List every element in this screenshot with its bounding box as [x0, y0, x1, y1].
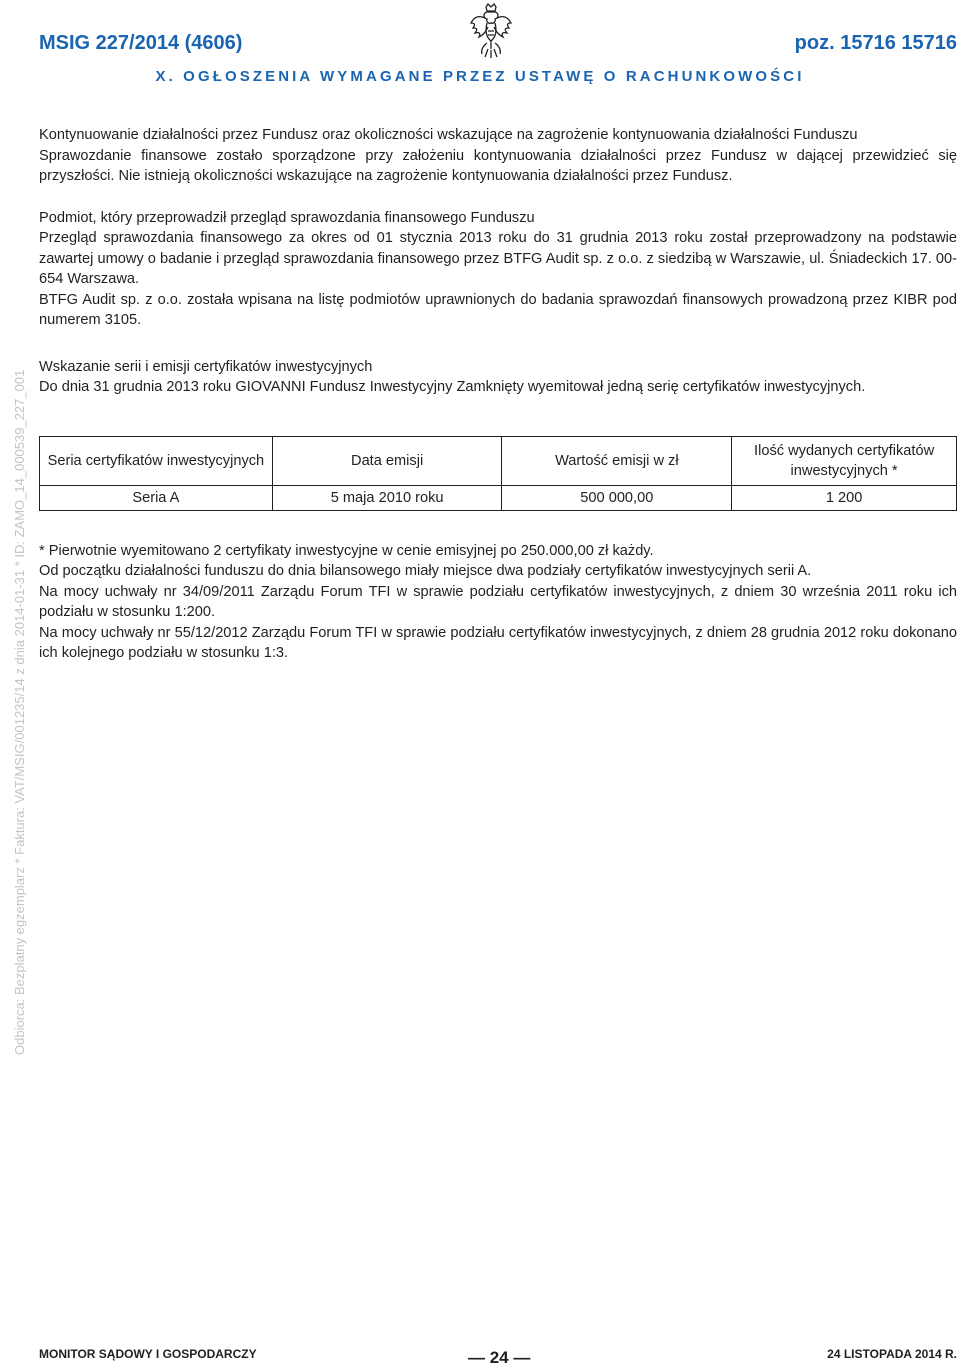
table-cell: Seria A — [40, 485, 273, 510]
table-header-cell: Data emisji — [272, 436, 502, 485]
section-title: X. OGŁOSZENIA WYMAGANE PRZEZ USTAWĘ O RACHUNKOWOŚCI — [155, 68, 805, 85]
table-cell: 5 maja 2010 roku — [272, 485, 502, 510]
series-text: Do dnia 31 grudnia 2013 roku GIOVANNI Fundusz Inwestycyjny Zamknięty wyemitował jedną serię certyfikatów inwestycyjnych. — [39, 379, 866, 395]
table-row — [40, 485, 957, 510]
going-concern-text: Sprawozdanie finansowe zostało sporządzone przy założeniu kontynuowania działalności przez Fundusz w dającej przewidzieć się przyszłości. Nie istnieją okoliczności wskazujące na zagrożenie kontynuowania działalności przez Fundusz. — [39, 147, 957, 184]
table-cell: 500 000,00 — [502, 485, 732, 510]
eagle-emblem-icon — [469, 3, 513, 59]
issue-number: MSIG 227/2014 (4606) — [39, 32, 243, 54]
second-split-text: Na mocy uchwały nr 55/12/2012 Zarządu Forum TFI w sprawie podziału certyfikatów inwestycyjnych, z dniem 28 grudnia 2012 roku dokonano ich kolejnego podziału w stosunku 1:3. — [39, 624, 957, 661]
table-header-cell: Wartość emisji w zł — [502, 436, 732, 485]
certificates-table — [39, 436, 957, 511]
table-header-cell: Seria certyfikatów inwestycyjnych — [40, 436, 273, 485]
table-cell: 1 200 — [732, 485, 957, 510]
auditor-heading: Podmiot, który przeprowadził przegląd sprawozdania finansowego Funduszu — [39, 209, 535, 226]
document-body — [39, 125, 957, 664]
table-header-cell: Ilość wydanych certyfikatów inwestycyjnych * — [732, 436, 957, 485]
auditor-registration-text: BTFG Audit sp. z o.o. została wpisana na listę podmiotów uprawnionych do badania sprawozdań finansowych prowadzoną przez KIBR pod numerem 3105. — [39, 291, 957, 328]
entry-position: poz. 15716 15716 — [794, 32, 957, 54]
table-footnote: * Pierwotnie wyemitowano 2 certyfikaty inwestycyjne w cenie emisyjnej po 250.000,00 zł każdy. — [39, 542, 654, 559]
going-concern-heading: Kontynuowanie działalności przez Fundusz oraz okoliczności wskazujące na zagrożenie kontynuowania działalności Funduszu — [39, 127, 858, 143]
series-heading: Wskazanie serii i emisji certyfikatów inwestycyjnych — [39, 358, 373, 375]
table-header-row — [40, 436, 957, 485]
publication-name: MONITOR SĄDOWY I GOSPODARCZY — [39, 1347, 257, 1361]
publication-date: 24 LISTOPADA 2014 R. — [827, 1347, 957, 1361]
page-number: — 24 — — [468, 1348, 531, 1367]
recipient-watermark: Odbiorca: Bezpłatny egzemplarz * Faktura: VAT/MSIG/001235/14 z dnia 2014-01-31 * ID: ZAMO_14_000539_227_001 — [12, 369, 27, 1055]
split-summary-text: Od początku działalności funduszu do dnia bilansowego miały miejsce dwa podziały certyfikatów inwestycyjnych serii A. — [39, 563, 812, 579]
auditor-text: Przegląd sprawozdania finansowego za okres od 01 stycznia 2013 roku do 31 grudnia 2013 roku został przeprowadzony na podstawie zawartej umowy o badanie i przegląd sprawozdania finansowego przez BTFG Audit sp. z o.o. z siedzibą w Warszawie, ul. Śniadeckich 17. 00-654 Warszawa. — [39, 230, 957, 287]
first-split-text: Na mocy uchwały nr 34/09/2011 Zarządu Forum TFI w sprawie podziału certyfikatów inwestycyjnych, z dniem 30 września 2011 roku ich podziału w stosunku 1:200. — [39, 583, 957, 620]
